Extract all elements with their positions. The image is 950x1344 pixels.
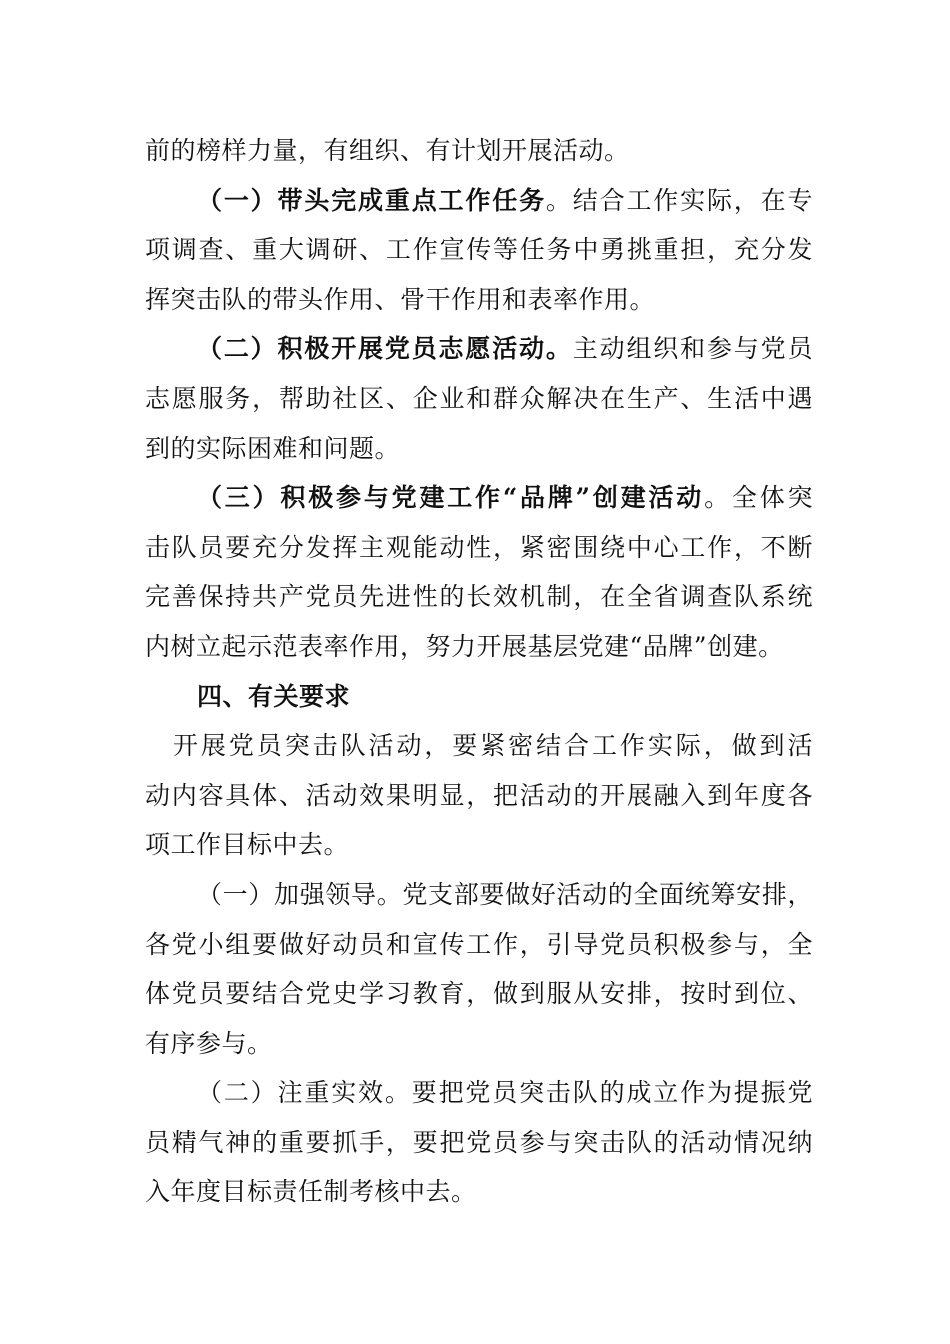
paragraph-line: 员精气神的重要抓手，要把党员参与突击队的活动情况纳: [145, 1127, 813, 1157]
paragraph-line: 挥突击队的带头作用、骨干作用和表率作用。: [145, 284, 656, 314]
subheading-bold: （一）带头完成重点工作任务: [197, 185, 546, 215]
paragraph-line: （一）加强领导。党支部要做好活动的全面统筹安排，: [197, 879, 813, 909]
paragraph-text: 。结合工作实际，在专: [545, 185, 813, 215]
paragraph-line: 项调查、重大调研、工作宣传等任务中勇挑重担，充分发: [145, 235, 813, 265]
paragraph-line: 体党员要结合党史学习教育，做到服从安排，按时到位、: [145, 979, 813, 1009]
paragraph-line: 开展党员突击队活动，要紧密结合工作实际，做到活: [173, 731, 813, 761]
paragraph-line: 志愿服务，帮助社区、企业和群众解决在生产、生活中遇: [145, 383, 813, 413]
paragraph-text: 主动组织和参与党员: [572, 334, 813, 364]
paragraph-line: 到的实际困难和问题。: [145, 433, 401, 463]
paragraph-line: （二）注重实效。要把党员突击队的成立作为提振党: [197, 1078, 813, 1108]
paragraph-line: 项工作目标中去。: [145, 830, 350, 860]
paragraph-line: [145, 473, 813, 523]
document-page: [145, 126, 813, 1217]
paragraph-line: 入年度目标责任制考核中去。: [145, 1177, 477, 1207]
paragraph-text: 。全体突: [704, 483, 813, 513]
subheading-bold: （二）积极开展党员志愿活动。: [197, 334, 573, 364]
subheading-bold: （三）积极参与党建工作“品牌”创建活动: [197, 483, 705, 513]
paragraph-line: 完善保持共产党员先进性的长效机制，在全省调查队系统: [145, 582, 813, 612]
paragraph-line: 有序参与。: [145, 1028, 273, 1058]
paragraph-line: 前的榜样力量，有组织、有计划开展活动。: [145, 136, 630, 165]
paragraph-line: 内树立起示范表率作用，努力开展基层党建“品牌”创建。: [145, 631, 784, 661]
paragraph-line: 各党小组要做好动员和宣传工作，引导党员积极参与，全: [145, 929, 813, 959]
paragraph-line: 击队员要充分发挥主观能动性，紧密围绕中心工作，不断: [145, 532, 813, 562]
paragraph-line: 动内容具体、活动效果明显，把活动的开展融入到年度各: [145, 780, 813, 810]
paragraph-line: [145, 324, 813, 374]
paragraph-line: [145, 176, 813, 226]
section-heading: 四、有关要求: [197, 681, 351, 711]
